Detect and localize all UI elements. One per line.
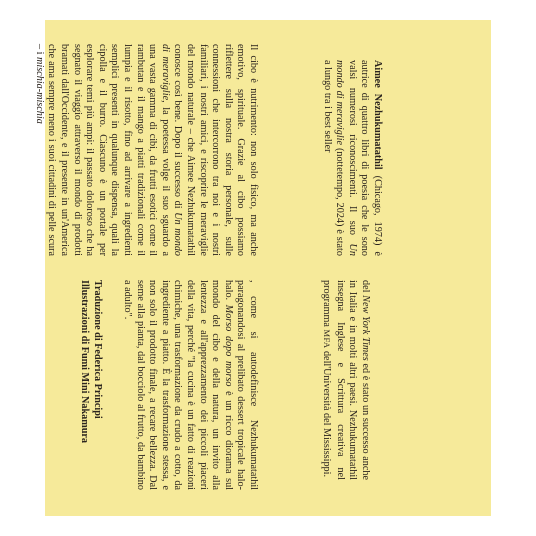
author-name: Aimee Nezhukumatathil	[372, 60, 383, 170]
publication-name: New York Times	[360, 295, 371, 361]
synopsis-text: è un ricco diorama sul mondo del cibo e della natura, un invito alla lentezza e all'apprezzamento dei piccoli piaceri della vita, perché "la cucina è un fatto di reazioni chimiche, una trasformazione da crudo a cotto, da ingrediente a piatto. È la trasformazione stessa, e non solo il prodotto finale, a recare bellezza. Dal seme alla pianta, dal bocciolo al frutto, da bambino a adulto".	[122, 280, 234, 490]
synopsis-left-column	[32, 44, 259, 256]
synopsis-right-column	[120, 280, 259, 490]
rotated-text-sheet	[33, 20, 491, 516]
translation-credit: Traduzione di Federica Principi	[92, 280, 103, 419]
synopsis-text: , come si autodefinisce Nezhukumatathil paragonandosi al prelibato dessert tropicale halo-halo.	[222, 280, 259, 490]
bio-text: del	[360, 280, 371, 296]
illustration-credit: Illustrazioni di Fumi Mini Nakamura	[79, 280, 91, 444]
bio-text: (nottetempo, 2024) è stato a lungo tra i best seller	[321, 60, 346, 256]
synopsis-text: Il cibo è nutrimento: non solo fisico, ma anche emotivo, spirituale. Grazie al cibo possiamo riflettere sulla nostra storia personale, sulle connessioni che intercorrono tra noi e i nostri familiari, i nostri amici, e riscoprire le meraviglie del mondo naturale – che Aimee Nezhukumatathil conosce così bene. Dopo il successo di	[172, 44, 259, 256]
book-title: Un mondo di meraviglie	[334, 60, 358, 256]
author-bio-left	[320, 60, 383, 256]
back-cover	[33, 20, 491, 516]
program-abbreviation: MFA	[322, 329, 333, 349]
bio-text: dell'Università del Mississippi.	[321, 348, 333, 478]
bio-text: (Chicago, 1974) è autrice di quattro libri di poesia che le sono valsi numerosi riconoscimenti. Il suo	[346, 60, 383, 256]
author-bio-right	[320, 280, 371, 480]
bio-text: ed è stato un successo anche in Italia e in molti altri paesi. Nezhukumatathil insegna Inglese e Scrittura creativa nel programma	[321, 280, 371, 480]
term: mischia-mischia	[33, 57, 45, 124]
credits	[78, 280, 103, 490]
book-title: Un mondo di meraviglie	[159, 44, 184, 257]
book-title: Morso dopo morso	[222, 304, 234, 387]
synopsis-text: , la poetessa volge il suo sguardo a una vasta gamma di cibi, da frutti esotici come il rambutan e il mango a piatti tradizionali come il lumpia e il risotto, fino ad arrivare a ingredienti semplici presenti in qualunque dispensa, quali la cipolla e il burro. Ciascuno è un portale per esplorare temi più ampi: il passato doloroso che ha segnato il viaggio attraverso il mondo di prodotti bramati dall'Occidente, e il presente in un'America che ama sempre meno i suoi cittadini di pelle scura – i	[33, 44, 171, 256]
